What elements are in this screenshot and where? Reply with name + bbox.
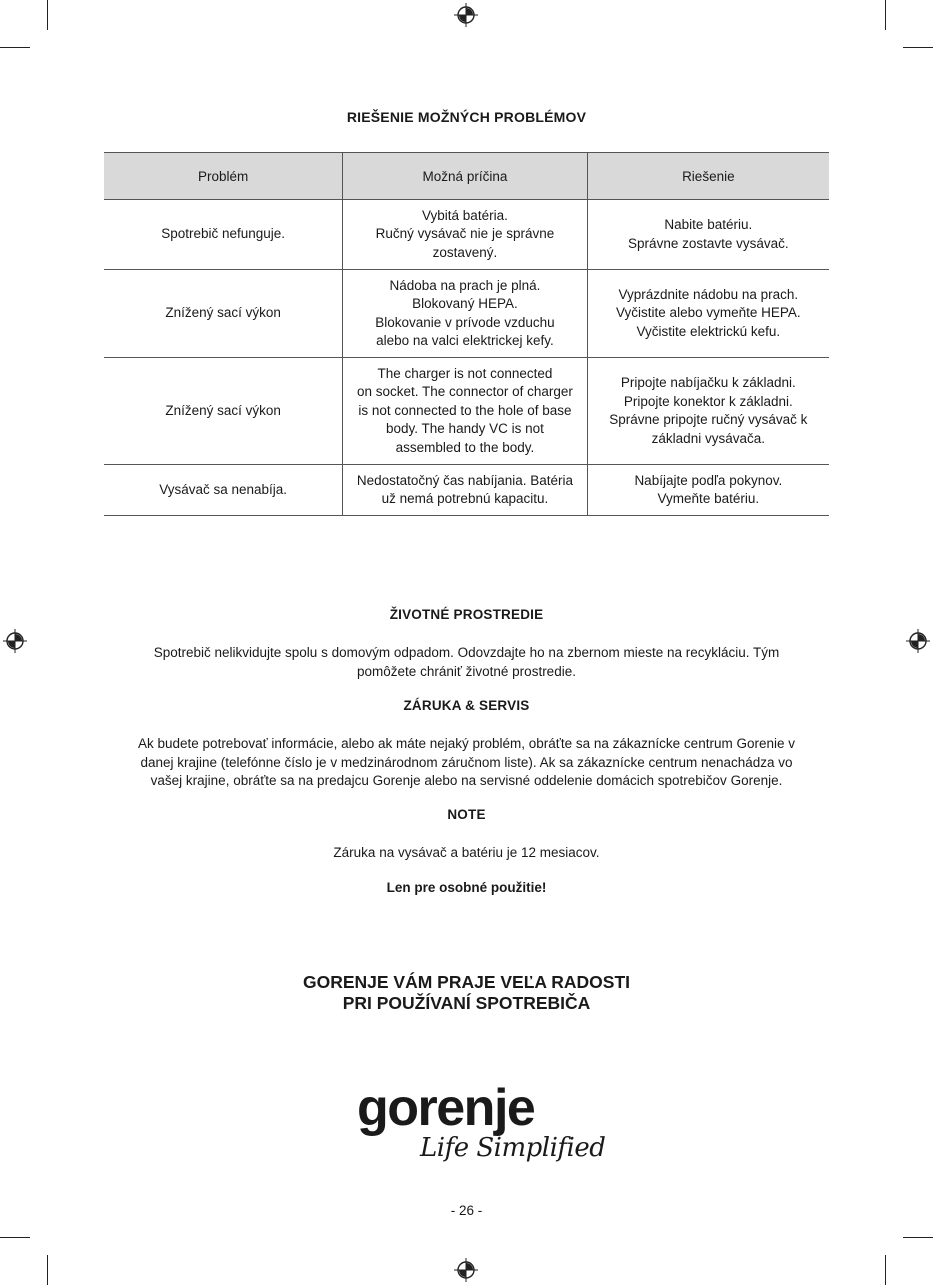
personal-use-text: Len pre osobné použitie! (386, 880, 547, 895)
crop-mark (903, 47, 933, 48)
table-row (104, 270, 829, 358)
crop-mark (47, 0, 48, 30)
gorenje-logo: gorenje (357, 1079, 535, 1137)
registration-mark-icon (906, 629, 930, 653)
warranty-title: ZÁRUKA & SERVIS (403, 698, 530, 713)
registration-mark-icon (454, 1258, 478, 1282)
table-row (104, 358, 829, 465)
problem-cell: Znížený sací výkon (104, 358, 343, 465)
registration-mark-icon (3, 629, 27, 653)
crop-mark (47, 1255, 48, 1285)
slogan: GORENJE VÁM PRAJE VEĽA RADOSTI PRI POUŽÍVANÍ SPOTREBIČA (302, 972, 631, 1013)
crop-mark (0, 1237, 30, 1238)
column-header-problem: Problém (104, 153, 343, 200)
table-header-row (104, 153, 829, 200)
page-number: - 26 - (450, 1203, 483, 1218)
table-row (104, 200, 829, 270)
solution-cell: Pripojte nabíjačku k základni. Pripojte konektor k základni. Správne pripojte ručný vysávač k základni vysávača. (587, 358, 829, 465)
solution-cell: Vyprázdnite nádobu na prach. Vyčistite alebo vymeňte HEPA. Vyčistite elektrickú kefu. (587, 270, 829, 358)
column-header-cause: Možná príčina (343, 153, 587, 200)
cause-cell: Nedostatočný čas nabíjania. Batéria už nemá potrebnú kapacitu. (343, 465, 587, 516)
troubleshooting-table (104, 152, 829, 516)
crop-mark (885, 1255, 886, 1285)
note-title: NOTE (447, 807, 486, 822)
cause-cell: The charger is not connected on socket. The connector of charger is not connected to the hole of base body. The handy VC is not assembled to the body. (343, 358, 587, 465)
crop-mark (0, 47, 30, 48)
solution-cell: Nabíjajte podľa pokynov. Vymeňte batériu. (587, 465, 829, 516)
environment-title: ŽIVOTNÉ PROSTREDIE (389, 607, 544, 622)
warranty-text: Ak budete potrebovať informácie, alebo ak máte nejaký problém, obráťte sa na zákaznícke centrum Gorenie v danej krajine (telefónne číslo je v medzinárodnom záručnom liste). Ak sa zákaznícke centrum nenachádza vo vašej krajine, obráťte sa na predajcu Gorenje alebo na servisné oddelenie domácich spotrebičov Gorenje. (138, 736, 795, 788)
environment-text: Spotrebič nelikvidujte spolu s domovým odpadom. Odovzdajte ho na zbernom mieste na recykláciu. Tým pomôžete chrániť životné prostredie. (153, 645, 780, 679)
problem-cell: Spotrebič nefunguje. (104, 200, 343, 270)
problem-cell: Znížený sací výkon (104, 270, 343, 358)
problem-cell: Vysávač sa nenabíja. (104, 465, 343, 516)
cause-cell: Nádoba na prach je plná. Blokovaný HEPA. Blokovanie v prívode vzduchu alebo na valci elektrickej kefy. (343, 270, 587, 358)
table-row (104, 465, 829, 516)
note-text: Záruka na vysávač a batériu je 12 mesiacov. (333, 845, 600, 860)
troubleshooting-title: RIEŠENIE MOŽNÝCH PROBLÉMOV (346, 109, 587, 125)
logo-tagline: Life Simplified (420, 1133, 606, 1163)
crop-mark (903, 1237, 933, 1238)
cause-cell: Vybitá batéria. Ručný vysávač nie je správne zostavený. (343, 200, 587, 270)
registration-mark-icon (454, 3, 478, 27)
crop-mark (885, 0, 886, 30)
solution-cell: Nabite batériu. Správne zostavte vysávač. (587, 200, 829, 270)
column-header-solution: Riešenie (587, 153, 829, 200)
